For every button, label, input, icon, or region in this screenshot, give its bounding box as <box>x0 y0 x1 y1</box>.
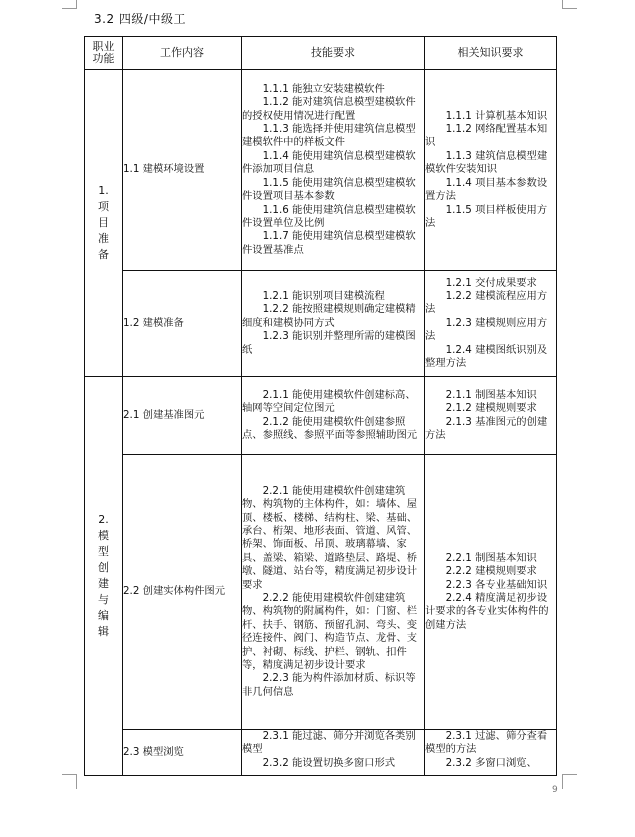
knowledge-item: 2.3.2 多窗口浏览、 <box>445 756 537 769</box>
knowledge-item: 1.2.4 建模图纸识别及整理方法 <box>425 343 548 370</box>
skill-item: 1.1.7 能使用建筑信息模型建模软件设置基准点 <box>242 230 416 256</box>
knowledge-item: 1.1.5 项目样板使用方法 <box>425 203 548 229</box>
skill-item: 1.2.1 能识别项目建模流程 <box>262 289 385 302</box>
section-title: 3.2 四级/中级工 <box>94 12 186 26</box>
skill-item: 1.1.4 能使用建筑信息模型建模软件添加项目信息 <box>242 149 416 176</box>
knowledge-item: 2.3.1 过滤、筛分查看模型的方法 <box>425 730 548 756</box>
work-content: 1.1 建模环境设置 <box>123 70 242 271</box>
skill-item: 1.1.6 能使用建筑信息模型建模软件设置单位及比例 <box>242 203 416 229</box>
crop-mark <box>62 0 77 9</box>
skill-item: 2.1.1 能使用建模软件创建标高、轴网等空间定位图元 <box>242 388 416 415</box>
skill-item: 1.2.3 能识别并整理所需的建模图纸 <box>242 330 416 356</box>
skill-item: 1.1.5 能使用建筑信息模型建模软件设置项目基本参数 <box>242 176 416 203</box>
header-knowledge: 相关知识要求 <box>425 37 557 70</box>
table-row <box>85 271 557 377</box>
header-function: 职业 功能 <box>85 37 123 70</box>
work-content: 1.2 建模准备 <box>123 271 242 377</box>
knowledge-item: 1.1.2 网络配置基本知识 <box>425 123 548 149</box>
knowledge-item: 1.2.2 建模流程应用方法 <box>425 289 548 316</box>
table-row <box>85 455 557 730</box>
skill-item: 1.1.2 能对建筑信息模型建模软件的授权使用情况进行配置 <box>242 96 416 122</box>
skill-cell <box>242 730 425 776</box>
table-row <box>85 70 557 271</box>
header-work: 工作内容 <box>123 37 242 70</box>
knowledge-item: 2.2.4 精度满足初步设计要求的各专业实体构件的创建方法 <box>425 592 549 631</box>
knowledge-item: 2.1.1 制图基本知识 <box>445 388 537 401</box>
knowledge-cell <box>425 377 557 455</box>
skills-table <box>84 36 557 776</box>
table-row <box>85 730 557 776</box>
knowledge-item: 2.2.1 制图基本知识 <box>445 551 537 564</box>
knowledge-item: 1.1.3 建筑信息模型建模软件安装知识 <box>425 149 548 176</box>
function-cell: 2. 模 型 创 建 与 编 辑 <box>85 377 123 776</box>
skill-item: 1.1.3 能选择并使用建筑信息模型建模软件中的样板文件 <box>242 123 416 149</box>
crop-mark <box>562 0 577 9</box>
knowledge-item: 1.1.1 计算机基本知识 <box>445 109 548 122</box>
skill-item: 2.1.2 能使用建模软件创建参照点、参照线、参照平面等参照辅助图元 <box>242 415 418 441</box>
skill-item: 1.1.1 能独立安装建模软件 <box>262 82 385 95</box>
knowledge-cell <box>425 271 557 377</box>
skill-item: 2.3.2 能设置切换多窗口形式 <box>262 756 396 769</box>
knowledge-item: 1.2.1 交付成果要求 <box>445 276 537 289</box>
crop-mark <box>62 774 77 789</box>
skill-item: 2.2.3 能为构件添加材质、标识等非几何信息 <box>242 672 416 698</box>
table-row <box>85 377 557 455</box>
skill-cell <box>242 271 425 377</box>
function-cell: 1. 项 目 准 备 <box>85 70 123 377</box>
knowledge-item: 2.2.2 建模规则要求 <box>445 565 537 578</box>
skill-cell <box>242 377 425 455</box>
knowledge-cell <box>425 730 557 776</box>
skill-item: 1.2.2 能按照建模规则确定建模精细度和建模协同方式 <box>242 303 416 329</box>
skill-cell <box>242 70 425 271</box>
skill-item: 2.2.2 能使用建模软件创建建筑物、构筑物的附属构件，如：门窗、栏杆、扶手、钢筋、预留孔洞、弯头、变径连接件、阀门、构造节点、龙骨、支护、衬砌、标线、护栏、钢轨、扣件等，精度满足初步设计要求 <box>242 592 418 672</box>
skill-cell <box>242 455 425 730</box>
knowledge-item: 1.1.4 项目基本参数设置方法 <box>425 176 548 203</box>
knowledge-cell <box>425 455 557 730</box>
work-content: 2.3 模型浏览 <box>123 730 242 776</box>
knowledge-item: 2.1.3 基准图元的创建方法 <box>425 415 548 441</box>
page-number: 9 <box>552 785 558 795</box>
table-header-row <box>85 37 557 70</box>
knowledge-cell <box>425 70 557 271</box>
work-content: 2.1 创建基准图元 <box>123 377 242 455</box>
skill-item: 2.3.1 能过滤、筛分并浏览各类别模型 <box>242 730 416 756</box>
crop-mark <box>562 774 577 789</box>
work-content: 2.2 创建实体构件图元 <box>123 455 242 730</box>
skill-item: 2.2.1 能使用建模软件创建建筑物、构筑物的主体构件，如：墙体、屋顶、楼板、楼梯、结构柱、梁、基础、承台、桁架、地形表面、管道、风管、桥架、饰面板、吊顶、玻璃幕墙、家具、盖梁、箱梁、道路垫层、路堤、桥墩、隧道、站台等，精度满足初步设计要求 <box>242 484 418 591</box>
knowledge-item: 1.2.3 建模规则应用方法 <box>425 316 548 343</box>
knowledge-item: 2.1.2 建模规则要求 <box>445 402 537 415</box>
header-skill: 技能要求 <box>242 37 425 70</box>
knowledge-item: 2.2.3 各专业基础知识 <box>445 578 548 591</box>
